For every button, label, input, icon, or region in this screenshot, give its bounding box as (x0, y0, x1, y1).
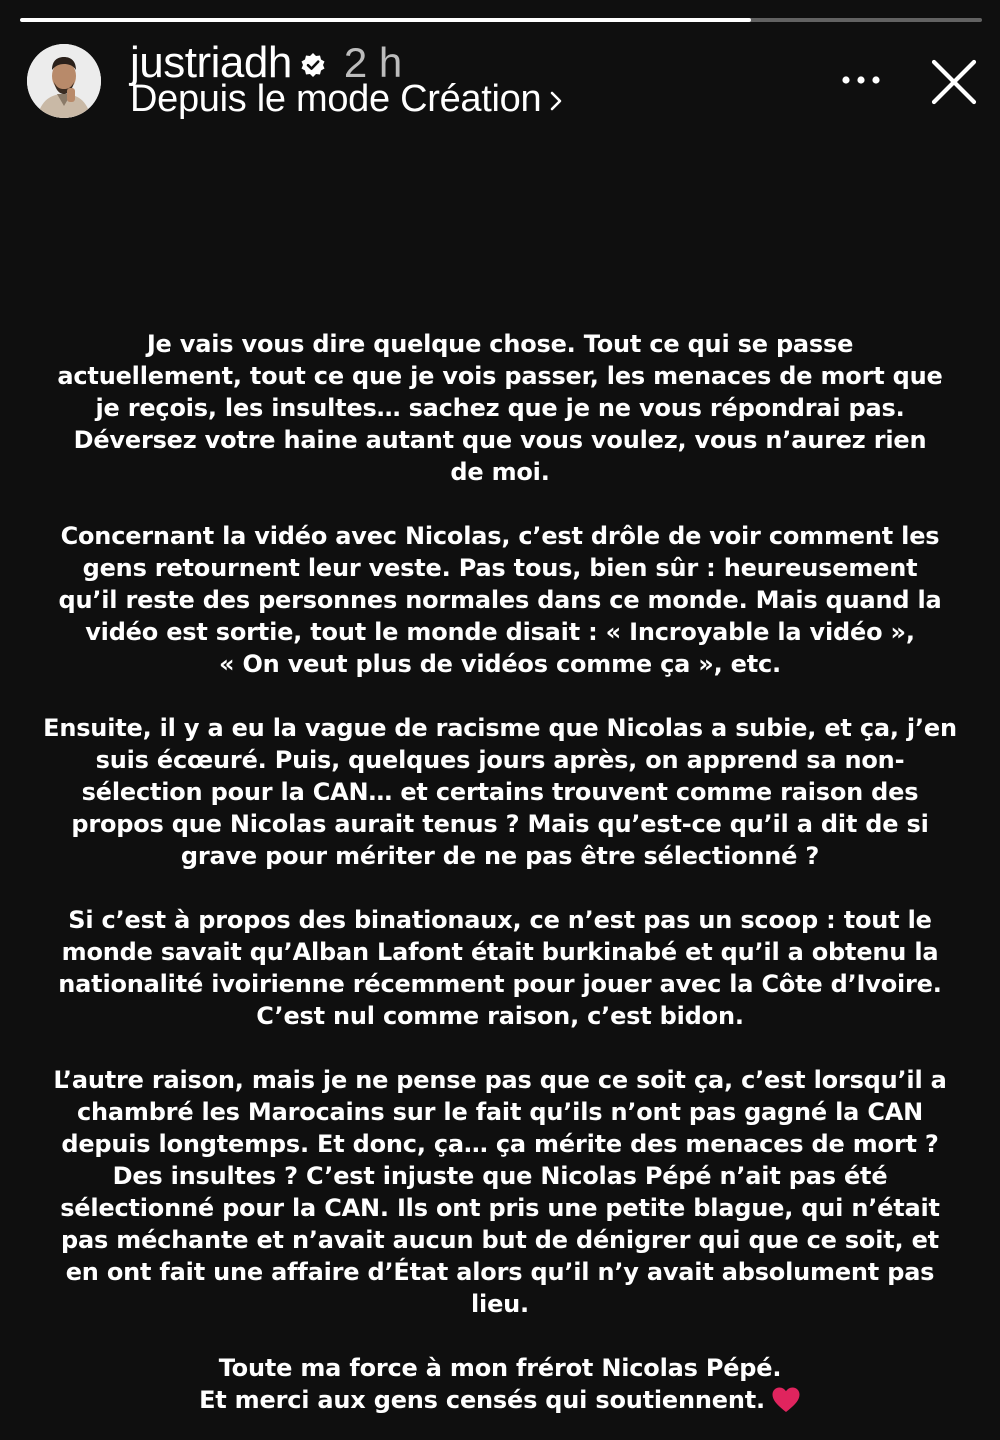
story-line: qu’il reste des personnes normales dans ce monde. Mais quand la (58, 586, 942, 614)
chevron-right-icon (549, 90, 563, 112)
story-line: vidéo est sortie, tout le monde disait : « Incroyable la vidéo », (85, 618, 915, 646)
story-line: gens retournent leur veste. Pas tous, bien sûr : heureusement (82, 554, 918, 582)
story-header (0, 36, 1000, 132)
profile-photo-icon (27, 44, 101, 118)
story-paragraph (40, 520, 960, 680)
more-dots-icon (841, 75, 881, 85)
story-progress-bar (20, 18, 982, 22)
close-button[interactable] (926, 54, 982, 110)
story-line: Et merci aux gens censés qui soutiennent. (40, 1384, 960, 1416)
story-line: sélectionné pour la CAN. Ils ont pris une petite blague, qui n’était (60, 1194, 940, 1222)
story-line: Concernant la vidéo avec Nicolas, c’est drôle de voir comment les (60, 522, 940, 550)
story-text (40, 328, 960, 1416)
story-paragraph (40, 1352, 960, 1416)
story-line: « On veut plus de vidéos comme ça », etc. (219, 650, 781, 678)
more-options-button[interactable] (836, 60, 886, 100)
story-line: C’est nul comme raison, c’est bidon. (256, 1002, 744, 1030)
subtitle-link[interactable] (130, 76, 563, 122)
story-line: suis écœuré. Puis, quelques jours après, on apprend sa non- (95, 746, 905, 774)
story-line: lieu. (471, 1290, 529, 1318)
story-line: actuellement, tout ce que je vois passer, les menaces de mort que (57, 362, 943, 390)
story-line: Si c’est à propos des binationaux, ce n’est pas un scoop : tout le (68, 906, 932, 934)
story-line: depuis longtemps. Et donc, ça… ça mérite des menaces de mort ? (61, 1130, 939, 1158)
story-paragraph (40, 712, 960, 872)
verified-badge-icon (300, 52, 326, 78)
story-paragraph (40, 904, 960, 1032)
story-paragraph (40, 1064, 960, 1320)
story-line: L’autre raison, mais je ne pense pas que ce soit ça, c’est lorsqu’il a (53, 1066, 947, 1094)
story-line: Je vais vous dire quelque chose. Tout ce qui se passe (146, 330, 854, 358)
story-line: je reçois, les insultes… sachez que je ne vous répondrai pas. (95, 394, 905, 422)
story-line: monde savait qu’Alban Lafont était burkinabé et qu’il a obtenu la (61, 938, 939, 966)
story-line: de moi. (450, 458, 550, 486)
story-line: Déversez votre haine autant que vous voulez, vous n’aurez rien (73, 426, 927, 454)
username[interactable]: justriadh (130, 38, 292, 87)
subtitle: Depuis le mode Création (130, 77, 542, 120)
story-paragraph (40, 328, 960, 488)
story-line: nationalité ivoirienne récemment pour jouer avec la Côte d’Ivoire. (58, 970, 942, 998)
story-line: en ont fait une affaire d’État alors qu’il n’y avait absolument pas (65, 1258, 935, 1286)
avatar[interactable] (27, 44, 101, 118)
story-line: chambré les Marocains sur le fait qu’ils n’ont pas gagné la CAN (76, 1098, 924, 1126)
red-heart-icon (771, 1386, 801, 1414)
story-line: Des insultes ? C’est injuste que Nicolas Pépé n’ait pas été (112, 1162, 888, 1190)
story-progress-fill (20, 18, 751, 22)
story-line: grave pour mériter de ne pas être sélectionné ? (180, 842, 820, 870)
story-line: Toute ma force à mon frérot Nicolas Pépé. (218, 1354, 782, 1382)
story-line: pas méchante et n’avait aucun but de dénigrer qui que ce soit, et (61, 1226, 939, 1254)
story-line: sélection pour la CAN… et certains trouvent comme raison des (81, 778, 919, 806)
story-line: propos que Nicolas aurait tenus ? Mais qu’est-ce qu’il a dit de si (71, 810, 929, 838)
time-ago: 2 h (343, 39, 403, 86)
close-icon (926, 54, 982, 110)
story-line: Ensuite, il y a eu la vague de racisme que Nicolas a subie, et ça, j’en (43, 714, 957, 742)
